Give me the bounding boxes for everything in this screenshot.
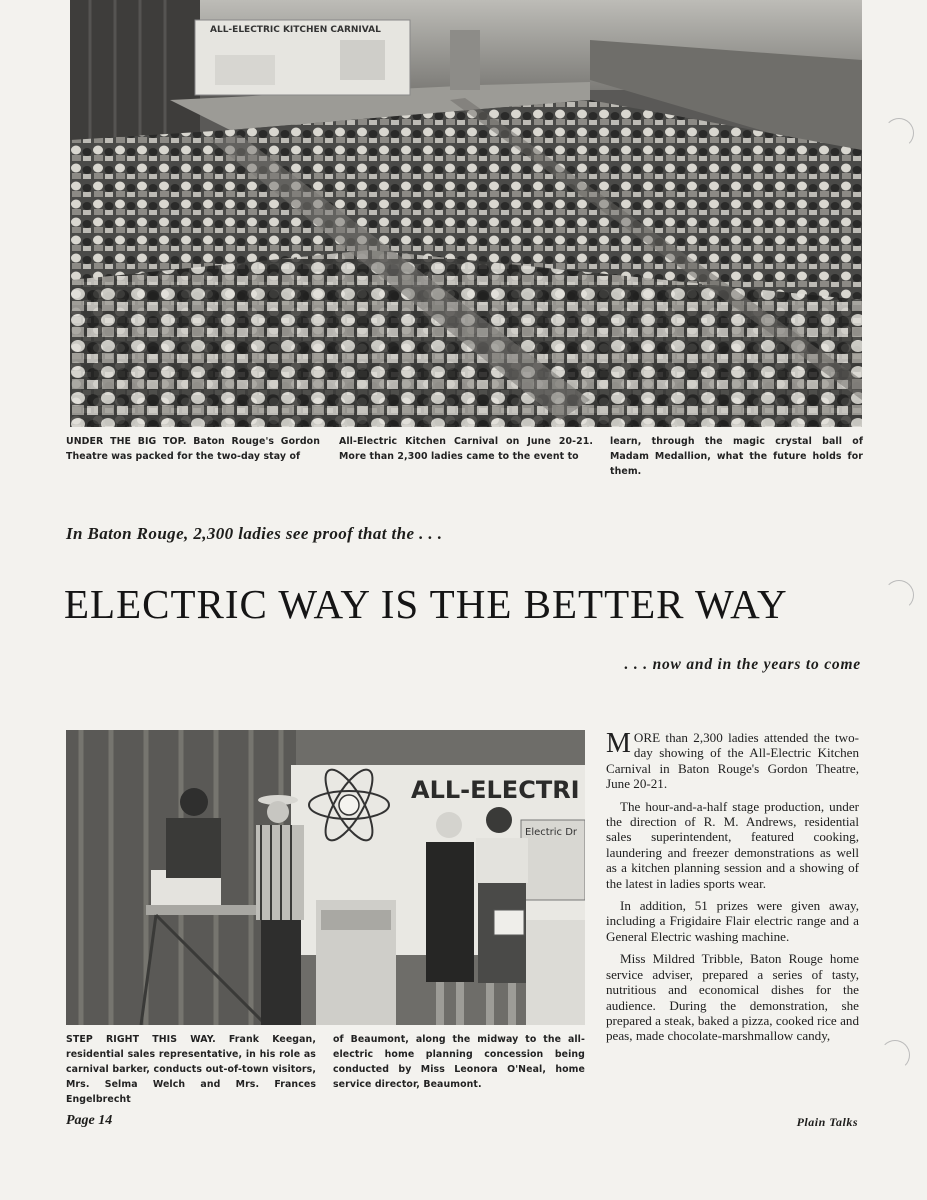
top-caption-text-3: learn, through the magic crystal ball of Madam Medallion, what the future holds for them. — [610, 436, 863, 477]
bottom-caption-col-1 — [66, 1032, 316, 1107]
bottom-caption-col-2 — [333, 1032, 585, 1092]
top-caption-lead: UNDER THE BIG TOP. — [66, 436, 187, 447]
top-caption-text-2: All-Electric Kitchen Carnival on June 20-21. More than 2,300 ladies came to the event to — [339, 436, 593, 462]
article-paragraph-2: The hour-and-a-half stage production, under the direction of R. M. Andrews, residential sales superintendent, featured cooking, laundering and freezer demonstrations as well as a kitchen planning session and a showing of the latest in ladies sports wear. — [606, 798, 859, 891]
article-body — [606, 730, 859, 1051]
stage-banner-text: ALL-ELECTRI — [411, 776, 580, 804]
article-headline: ELECTRIC WAY IS THE BETTER WAY — [64, 581, 788, 627]
stage-sign-text: Electric Dr — [525, 827, 578, 838]
top-caption-text-1: Baton Rouge's Gordon Theatre was packed for the two-day stay of — [66, 436, 320, 462]
binder-hole-mark — [880, 1040, 910, 1070]
article-paragraph-1: MORE than 2,300 ladies attended the two-day showing of the All-Electric Kitchen Carnival in Baton Rouge's Gordon Theatre, June 20-21. — [606, 728, 859, 792]
publication-name: Plain Talks — [796, 1115, 858, 1129]
audience-photo — [70, 0, 862, 427]
drop-cap: M — [606, 728, 631, 759]
article-paragraph-4: Miss Mildred Tribble, Baton Rouge home service adviser, prepared a series of tasty, nutritious and economical dishes for the audience. During the demonstration, she prepared a steak, baked a pizza, cooked rice and peas, made chocolate-marshmallow candy, — [606, 951, 859, 1044]
bottom-caption-text-2: of Beaumont, along the midway to the all-electric home planning concession being conducted by Miss Leonora O'Neal, home service director, Beaumont. — [333, 1034, 585, 1090]
page-number: Page 14 — [66, 1113, 113, 1128]
top-caption-col-3 — [610, 434, 863, 479]
stage-photo — [66, 730, 585, 1025]
top-caption-col-1 — [66, 434, 320, 464]
binder-hole-mark — [884, 580, 914, 610]
article-kicker: In Baton Rouge, 2,300 ladies see proof that the . . . — [66, 524, 443, 543]
stage-banner: ALL-ELECTRIC KITCHEN CARNIVAL — [210, 25, 381, 35]
top-caption-col-2 — [339, 434, 593, 464]
article-subhead: . . . now and in the years to come — [624, 656, 861, 673]
bottom-caption-lead: STEP RIGHT THIS WAY. — [66, 1034, 216, 1045]
binder-hole-mark — [884, 118, 914, 148]
article-paragraph-3: In addition, 51 prizes were given away, including a Frigidaire Flair electric range and a General Electric washing machine. — [606, 898, 859, 944]
bottom-caption-text-1: Frank Keegan, residential sales representative, in his role as carnival barker, conducts out-of-town visitors, Mrs. Selma Welch and Mrs. Frances Engelbrecht — [66, 1034, 316, 1105]
